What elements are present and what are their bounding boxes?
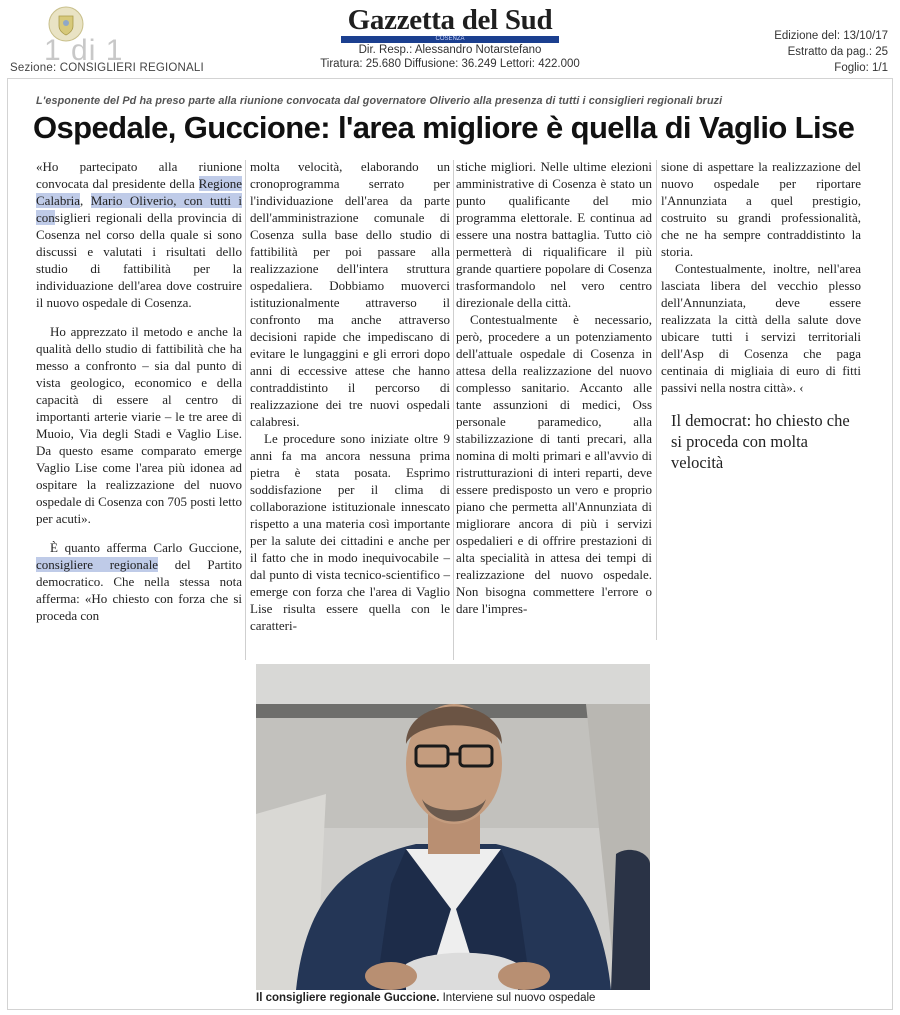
edition-date: Edizione del: 13/10/17 (774, 30, 888, 42)
caption-text: Interviene sul nuovo ospedale (439, 992, 596, 1004)
paragraph: Contestualmente è necessario, però, procedere a un potenziamento dell'attuale ospedale di Cosenza in attesa della realizzazione del nuovo complesso sanitario. Accanto alle tante assunzioni di medici, Oss personale paramedico, alla stabilizzazione di tanti precari, alla nomina di molti primari e all'avvio di ristrutturazioni di interi reparti, deve essere predisposto un vero e proprio piano che permetta all'Annunziata di migliorare ancora di più i servizi ospedalieri e di offrire prestazioni di alta specialità in attesa dei tempi di realizzazione del nuovo ospedale. Non bisogna commettere l'errore o dare l'impres- (456, 312, 652, 616)
text-run: , (80, 193, 91, 208)
column-divider (656, 160, 657, 640)
masthead (300, 4, 600, 71)
pull-quote: Il democrat: ho chiesto che si proceda con molta velocità (671, 411, 850, 472)
paragraph: stiche migliori. Nelle ultime elezioni amministrative di Cosenza è stato un punto qualificante del mio programma elettorale. E continua ad essere una nostra battaglia. Tutto ciò permetterà di riqualificare il più grande quartiere popolare di Cosenza trasformandolo nel vero centro direzionale della città. (456, 159, 652, 310)
column-divider (245, 160, 246, 660)
text-run: siglieri regionali della provincia di Cosenza nel corso della quale si sono discussi e valutati i risultati dello studio di fattibilità per la individuazione dell'area dove costruire il nuovo ospedale di Cosenza. (36, 210, 242, 310)
portrait-photo (256, 664, 650, 990)
section-label: Sezione: CONSIGLIERI REGIONALI (10, 62, 204, 74)
page-count-watermark: 1 di 1 (44, 34, 124, 67)
newspaper-title: Gazzetta del Sud (347, 4, 553, 36)
article-kicker: L'esponente del Pd ha preso parte alla riunione convocata dal governatore Oliverio alla presenza di tutti i consiglieri regionali bruzi (36, 95, 723, 107)
paragraph: Le procedure sono iniziate oltre 9 anni fa ma ancora nessuna prima pietra è stata posata. Esprimo soddisfazione per il clima di collaborazione istituzionale innescato rispetto a una materia così importante per la salute dei cittadini e anche per il fatto che in modo inequivocabile – dal punto di vista tecnico-scientifico – emerge con forza che l'area di Vaglio Lise risulta essere quella con le caratteri- (250, 431, 450, 633)
paragraph: Contestualmente, inoltre, nell'area lasciata libera del vecchio plesso dell'Annunziata, deve essere realizzata la città della salute dove ubicare tutti i servizi territoriali dell'Asp di Cosenza che paga centinaia di migliaia di euro di fitti passivi nella nostra città». ‹ (661, 261, 861, 395)
masthead-edition-bar (341, 36, 559, 43)
edition-info (774, 28, 888, 76)
circulation-line: Tiratura: 25.680 Diffusione: 36.249 Lettori: 422.000 (320, 58, 580, 70)
photo-caption (256, 991, 656, 1005)
director-line: Dir. Resp.: Alessandro Notarstefano (358, 44, 542, 56)
masthead-edition-label: COSENZA (435, 36, 465, 42)
paragraph: sione di aspettare la realizzazione del nuovo ospedale per riportare l'Annunziata a quel prestigio, costruito su grandi professionalità, che ne ha sempre contraddistinto la storia. (661, 159, 861, 259)
sheet-number: Foglio: 1/1 (834, 62, 888, 74)
text-run: È quanto afferma Carlo Guccione, (50, 540, 242, 555)
highlighted-term: Regione Calabria (36, 176, 242, 208)
paragraph (36, 539, 242, 624)
paragraph (36, 158, 242, 311)
paragraph: molta velocità, elaborando un cronoprogramma serrato per l'individuazione dell'area da parte dell'amministrazione comunale di Cosenza sulla base dello studio di fattibilità per poi passare alla realizzazione dell'intera struttura ospedaliera. Dobbiamo muoverci istituzionalmente attraverso il confronto ma anche attraverso decisioni rapide che impediscano di evitare le lungaggini e gli errori dopo anni di eccessive attese che hanno contraddistinto il percorso di realizzazione dei tre nuovi ospedali calabresi. (250, 159, 450, 429)
text-run: del Partito democratico. Che nella stessa nota afferma: «Ho chiesto con forza che si proceda con (36, 557, 243, 623)
highlighted-term: consigliere regionale (36, 557, 159, 572)
article-column-4 (661, 158, 861, 473)
article-column-1 (36, 158, 242, 624)
column-divider (453, 160, 454, 660)
paragraph: Ho apprezzato il metodo e anche la qualità dello studio di fattibilità che ha messo a confronto – sia dal punto di vista geologico, economico e della capacità di essere al centro di importanti arterie viarie – le tre aree di Muoio, Via degli Stadi e Vaglio Lise. Da questo esame comparato emerge Vaglio Lise come l'area più idonea ad ospitare la realizzazione del nuovo ospedale di Cosenza con 705 posti letto per acuti». (36, 324, 242, 526)
highlighted-term: Mario Oliverio, con tutti i con (36, 193, 242, 225)
article-column-3 (456, 158, 652, 617)
article-headline: Ospedale, Guccione: l'area migliore è quella di Vaglio Lise (33, 110, 855, 145)
article-column-2 (250, 158, 450, 634)
caption-bold: Il consigliere regionale Guccione. (256, 992, 440, 1004)
text-run: «Ho partecipato alla riunione convocata dal presidente della (36, 159, 242, 191)
extract-page: Estratto da pag.: 25 (787, 46, 888, 58)
